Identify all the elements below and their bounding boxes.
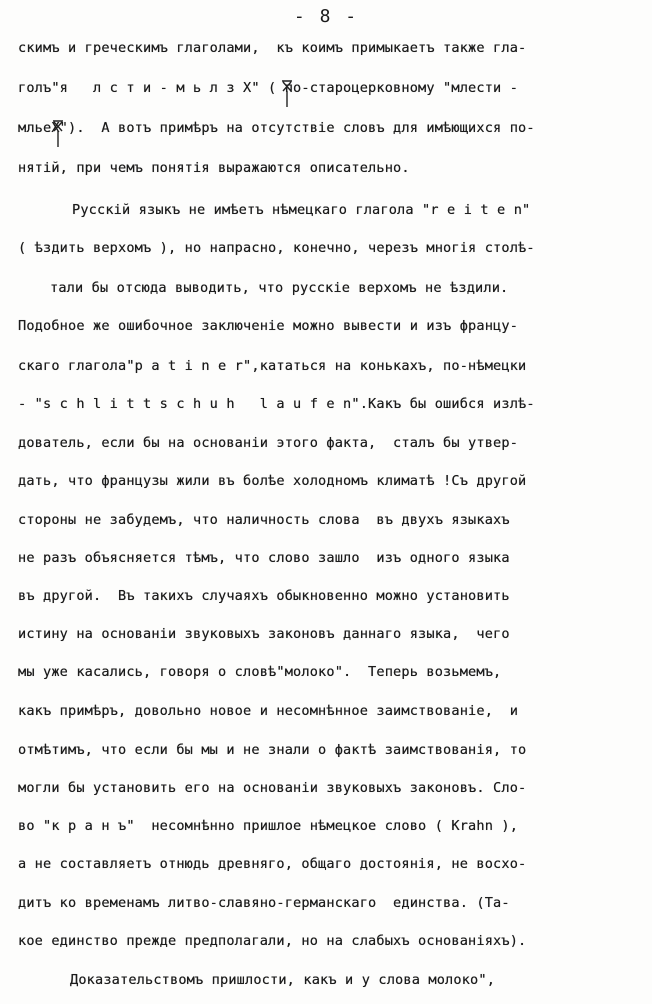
text-line: какъ примѣръ, довольно новое и несомнѣнное заимствованіе, и (18, 703, 519, 719)
text-line: ( ѣздить верхомъ ), но напрасно, конечно, черезъ многія столѣ- (18, 240, 535, 256)
text-line: въ другой. Въ такихъ случаяхъ обыкновенно можно установить (18, 588, 510, 604)
text-line: дитъ ко временамъ литво-славяно-германскаго единства. (Та- (18, 895, 510, 911)
text-line: скаго глагола"p a t i n e r",кататься на конькахъ, по-нѣмецки (18, 358, 527, 374)
text-line: а не составляетъ отнюдь древняго, общаго достоянія, не восхо- (18, 856, 527, 872)
text-line: голъ"я л с т и - м ь л з X" ( по-староцерковному "млести - (18, 80, 519, 96)
text-line: - "s c h l i t t s c h u h l a u f e n".Какъ бы ошибся излѣ- (18, 396, 535, 412)
text-line: кое единство прежде предполагали, но на слабыхъ основаніяхъ). (18, 933, 527, 949)
text-line: мы уже касались, говоря о словѣ"молоко". Теперь возьмемъ, (18, 664, 502, 680)
text-line: мльеX"). А вотъ примѣръ на отсутствіе словъ для имѣющихся по- (18, 120, 535, 136)
text-line: во "к р а н ъ" несомнѣнно пришлое нѣмецкое слово ( Krahn ), (18, 818, 519, 834)
text-line: нятій, при чемъ понятія выражаются описательно. (18, 160, 410, 176)
handwritten-correction-mark (52, 118, 64, 148)
text-line: могли бы установить его на основаніи звуковыхъ законовъ. Сло- (18, 780, 527, 796)
text-line: стороны не забудемъ, что наличность слова въ двухъ языкахъ (18, 512, 510, 528)
handwritten-correction-mark (281, 78, 293, 108)
text-line: не разъ объясняется тѣмъ, что слово зашло изъ одного языка (18, 550, 510, 566)
text-line: истину на основаніи звуковыхъ законовъ даннаго языка, чего (18, 626, 510, 642)
page-number: - 8 - (293, 6, 359, 27)
text-line: тали бы отсюда выводить, что русскіе верхомъ не ѣздили. (50, 280, 509, 296)
text-line: дать, что французы жили въ болѣе холодномъ климатѣ !Съ другой (18, 473, 527, 489)
text-line: Русскій языкъ не имѣетъ нѣмецкаго глагола "r e i t e n" (72, 202, 531, 218)
text-line: скимъ и греческимъ глаголами, къ коимъ примыкаетъ также глa- (18, 40, 527, 56)
text-line: Подобное же ошибочное заключеніе можно вывести и изъ францу- (18, 318, 519, 334)
text-line: Доказательствомъ пришлости, какъ и у слова молоко", (70, 972, 496, 988)
text-line: дователь, если бы на основаніи этого факта, сталъ бы утвер- (18, 435, 519, 451)
text-line: отмѣтимъ, что если бы мы и не знали о фактѣ заимствованія, то (18, 742, 527, 758)
